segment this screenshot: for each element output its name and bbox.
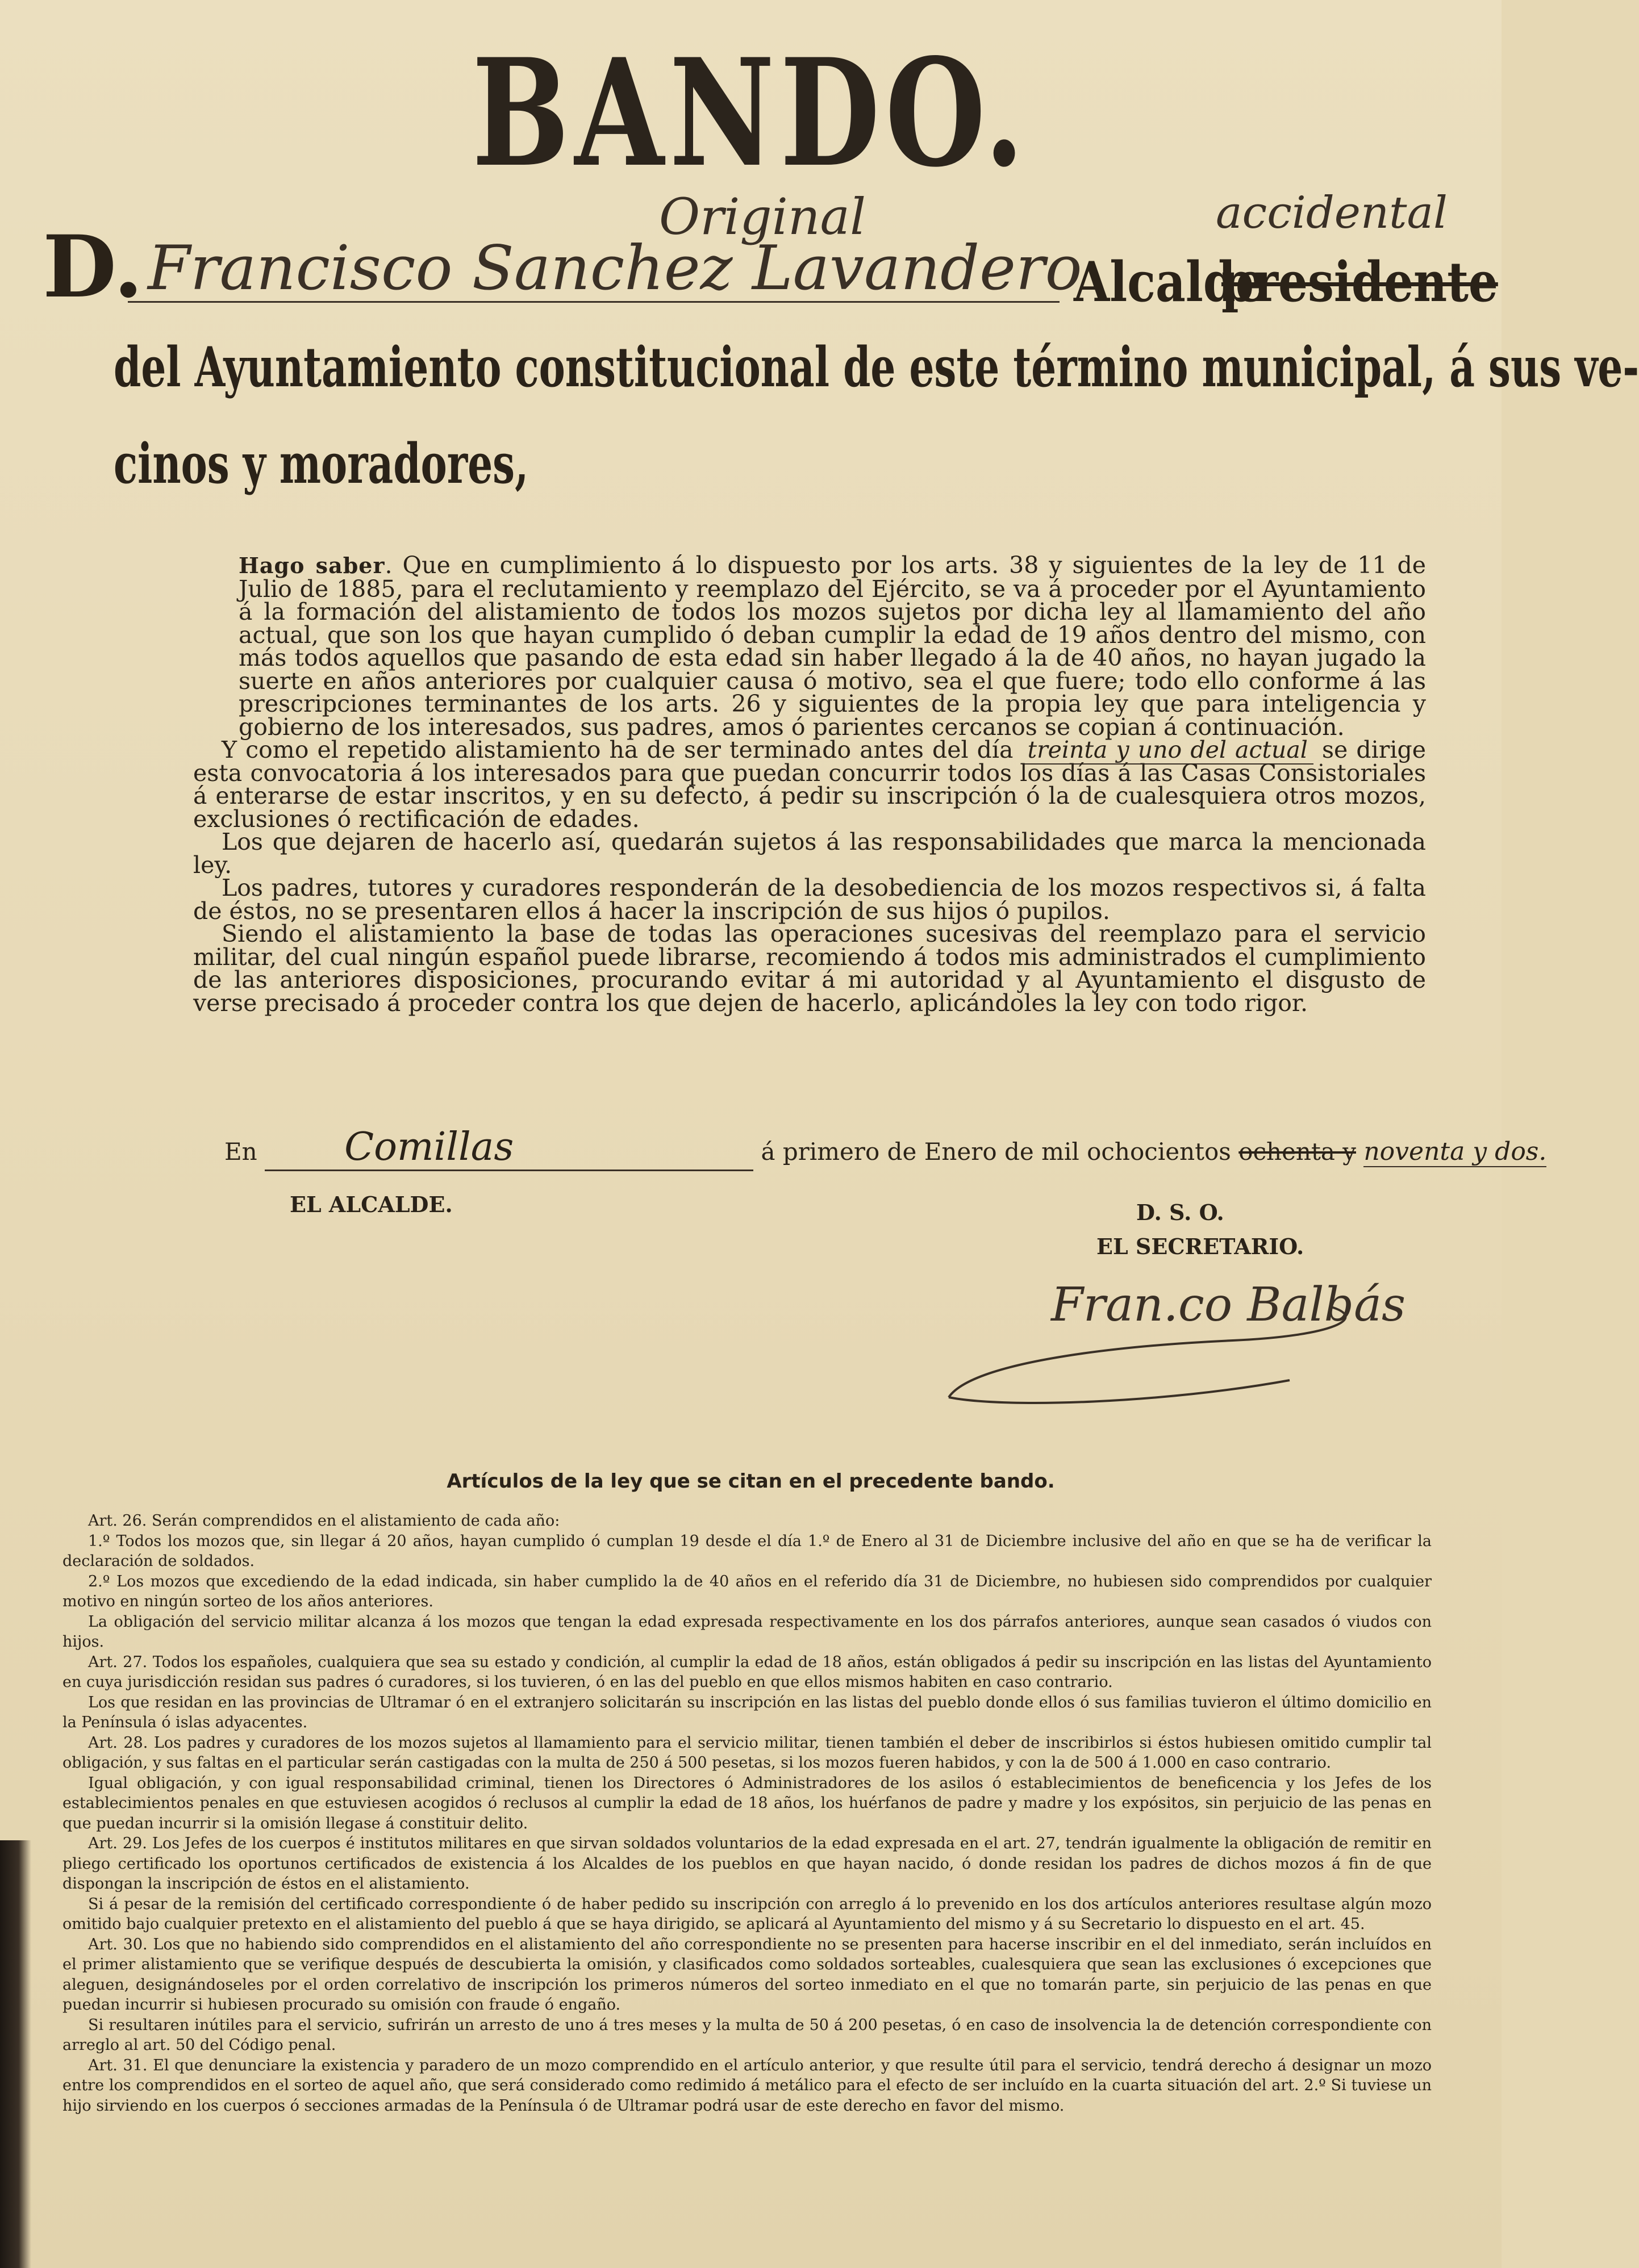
article-paragraph: La obligación del servicio militar alcanza á los mozos que tengan la edad expresada respectivamente en los dos párrafos anteriores, aunque sean casados ó viudos con hijos. bbox=[62, 1613, 1432, 1651]
article-paragraph: 1.º Todos los mozos que, sin llegar á 20 años, hayan cumplido ó cumplan 19 desde el día 1.º de Enero al 31 de Diciembre inclusive del año en que se ha de verificar la declaración de soldados. bbox=[62, 1532, 1432, 1570]
body-paragraph-1 bbox=[193, 552, 1426, 741]
body-paragraph-2-start: Y como el repetido alistamiento ha de ser terminado antes del día bbox=[222, 736, 1014, 763]
handwritten-year: noventa y dos. bbox=[1363, 1137, 1547, 1166]
article-paragraph: Art. 29. Los Jefes de los cuerpos é institutos militares en que sirvan soldados voluntarios de la edad expresada en el art. 27, tendrán igualmente la obligación de remitir en pliego certificado los oportunos certificados de existencia á los Alcaldes de los pueblos en que hayan nacido, ó donde residan los padres de dichos mozos á fin de que dispongan la inscripción de éstos en el alistamiento. bbox=[62, 1835, 1432, 1893]
mayor-name-handwritten: Francisco Sanchez Lavandero bbox=[148, 233, 1082, 304]
heading-line-2: cinos y moradores, bbox=[114, 432, 529, 496]
body-paragraph-2-end: se dirige esta convocatoria á los interesados para que puedan concurrir todos los días á las Casas Consistoriales á enterarse de estar inscritos, y en su defecto, á pedir su inscripción ó la de cualesquiera otros mozos, exclusiones ó rectificación de edades. bbox=[193, 736, 1426, 833]
dso-label: D. S. O. bbox=[1136, 1200, 1224, 1225]
deadline-handwritten: treinta y uno del actual bbox=[1022, 736, 1313, 765]
article-paragraph: 2.º Los mozos que excediendo de la edad indicada, sin haber cumplido la de 40 años en el referido día 31 de Diciembre, no hubiesen sido comprendidos por cualquier motivo en ningún sorteo de los años anteriores. bbox=[62, 1572, 1432, 1610]
body-paragraph-3: Los que dejaren de hacerlo así, quedarán sujetos á las responsabilidades que marca la mencionada ley. bbox=[193, 828, 1426, 879]
handwritten-original-note: Original bbox=[659, 187, 866, 246]
struck-year-word: ochenta y bbox=[1238, 1138, 1356, 1166]
body-paragraph-5: Siendo el alistamiento la base de todas las operaciones sucesivas del reemplazo para el servicio militar, del cual ningún español puede librarse, recomiendo á todos mis administrados el cumplimiento de las anteriores disposiciones, procurando evitar á mi autoridad y al Ayuntamiento el disgusto de verse precisado á proceder contra los que dejen de hacerlo, aplicándoles la ley con todo rigor. bbox=[193, 920, 1426, 1017]
article-paragraph: Art. 26. Serán comprendidos en el alistamiento de cada año: bbox=[88, 1512, 560, 1530]
secretario-label: EL SECRETARIO. bbox=[1096, 1234, 1304, 1259]
hago-saber-lead: Hago saber bbox=[239, 553, 385, 578]
article-paragraph: Art. 31. El que denunciare la existencia y paradero de un mozo comprendido en el artículo anterior, y que resulte útil para el servicio, tendrá derecho á designar un mozo entre los comprendidos en el sorteo de aquel año, que será considerado como redimido á metálico para el efecto de ser incluído en la cuarta situación del art. 2.º Si tuviese un hijo sirviendo en los cuerpos ó secciones armadas de la Península ó de Ultramar podrá usar de este derecho en favor del mismo. bbox=[62, 2056, 1432, 2115]
body-paragraph-1-text: . Que en cumplimiento á lo dispuesto por los arts. 38 y siguientes de la ley de 11 de Julio de 1885, para el reclutamiento y reemplazo del Ejército, se va á proceder por el Ayuntamiento á la formación del alistamiento de todos los mozos sujetos por dicha ley al llamamiento del año actual, que son los que hayan cumplido ó deban cumplir la edad de 19 años dentro del mismo, con más todos aquellos que pasando de esta edad sin haber llegado á la de 40 años, no hayan jugado la suerte en años anteriores por cualquier causa ó motivo, sea el que fuere; todo ello conforme á las prescripciones terminantes de los arts. 26 y siguientes de la propia ley que para inteligencia y gobierno de los interesados, sus padres, amos ó parientes cercanos se copian á continuación. bbox=[239, 552, 1426, 741]
body-paragraph-2 bbox=[193, 736, 1426, 833]
article-paragraph: Si á pesar de la remisión del certificado correspondiente ó de haber pedido su inscripción con arreglo á lo prevenido en los dos artículos anteriores resultase algún mozo omitido bajo cualquier pretexto en el alistamiento del pueblo á que se haya dirigido, se aplicará al Ayuntamiento del mismo y á su Secretario lo dispuesto en el art. 45. bbox=[62, 1895, 1432, 1933]
articles-title: Artículos de la ley que se citan en el precedente bando. bbox=[447, 1470, 1055, 1493]
document-title: BANDO. bbox=[472, 27, 1030, 200]
date-line bbox=[224, 1125, 1547, 1171]
article-paragraph: Art. 30. Los que no habiendo sido comprendidos en el alistamiento del año correspondiente no se presenten para hacerse inscribir en el del inmediato, serán incluídos en el primer alistamiento que se verifique después de descubierta la omisión, y clasificados como soldados sorteables, cualesquiera que sean las exclusiones ó excepciones que aleguen, designándoseles por el orden correlativo de inscripción los primeros números del sorteo inmediato en el que no tomarán parte, sin perjuicio de las penas en que puedan incurrir si hubiesen procurado su omisión con fraude ó engaño. bbox=[62, 1935, 1432, 2014]
articles-list bbox=[62, 1511, 1432, 2116]
secretary-signature: Fran.co Balbás bbox=[1051, 1278, 1406, 1332]
signature-flourish bbox=[937, 1295, 1403, 1420]
title-prefix: D. bbox=[43, 217, 143, 317]
alcalde-title: Alcalde bbox=[1074, 250, 1265, 314]
date-en: En bbox=[224, 1138, 257, 1166]
handwritten-accidental-note: accidental bbox=[1216, 187, 1448, 239]
article-paragraph: Art. 27. Todos los españoles, cualquiera que sea su estado y condición, al cumplir la edad de 18 años, están obligados á pedir su inscripción en las listas del Ayuntamiento en cuya jurisdicción residan sus padres ó curadores, si los tuvieren, ó en las del pueblo en que ellos mismos habiten en caso contrario. bbox=[62, 1653, 1432, 1691]
proclamation-body bbox=[193, 552, 1426, 1017]
place-handwritten: Comillas bbox=[265, 1125, 753, 1171]
article-paragraph: Art. 28. Los padres y curadores de los mozos sujetos al llamamiento para el servicio militar, tienen también el deber de inscribirlos si éstos hubiesen omitido cumplir tal obligación, y sus faltas en el particular serán castigadas con la multa de 250 á 500 pesetas, si los mozos fueren habidos, y con la de 500 á 1.000 en caso contrario. bbox=[62, 1734, 1432, 1772]
heading-line-1: del Ayuntamiento constitucional de este término municipal, á sus ve- bbox=[114, 335, 1639, 399]
article-paragraph: Si resultaren inútiles para el servicio, sufrirán un arresto de uno á tres meses y la multa de 50 á 200 pesetas, ó en caso de insolvencia la de detención correspondiente con arreglo al art. 50 del Código penal. bbox=[62, 2016, 1432, 2054]
body-paragraph-4: Los padres, tutores y curadores responderán de la desobediencia de los mozos respectivos si, á falta de éstos, no se presentaren ellos á hacer la inscripción de sus hijos ó pupilos. bbox=[193, 874, 1426, 925]
date-text: á primero de Enero de mil ochocientos bbox=[761, 1138, 1231, 1166]
article-paragraph: Igual obligación, y con igual responsabilidad criminal, tienen los Directores ó Administradores de los asilos ó establecimientos de beneficencia y los Jefes de los establecimientos penales en que estuviesen acogidos ó reclusos al cumplir la edad de 18 años, los huérfanos de padre y madre y los expósitos, sin perjuicio de las penas en que puedan incurrir si la omisión llegase á constituir delito. bbox=[62, 1774, 1432, 1832]
struck-presidente: presidente bbox=[1221, 250, 1498, 314]
article-paragraph: Los que residan en las provincias de Ultramar ó en el extranjero solicitarán su inscripción en las listas del pueblo donde ellos ó sus familias tuvieron el último domicilio en la Península ó islas adyacentes. bbox=[62, 1693, 1432, 1731]
alcalde-signature-label: EL ALCALDE. bbox=[290, 1192, 453, 1217]
dark-edge-shadow bbox=[0, 1840, 31, 2268]
name-fill-line bbox=[128, 301, 1060, 303]
